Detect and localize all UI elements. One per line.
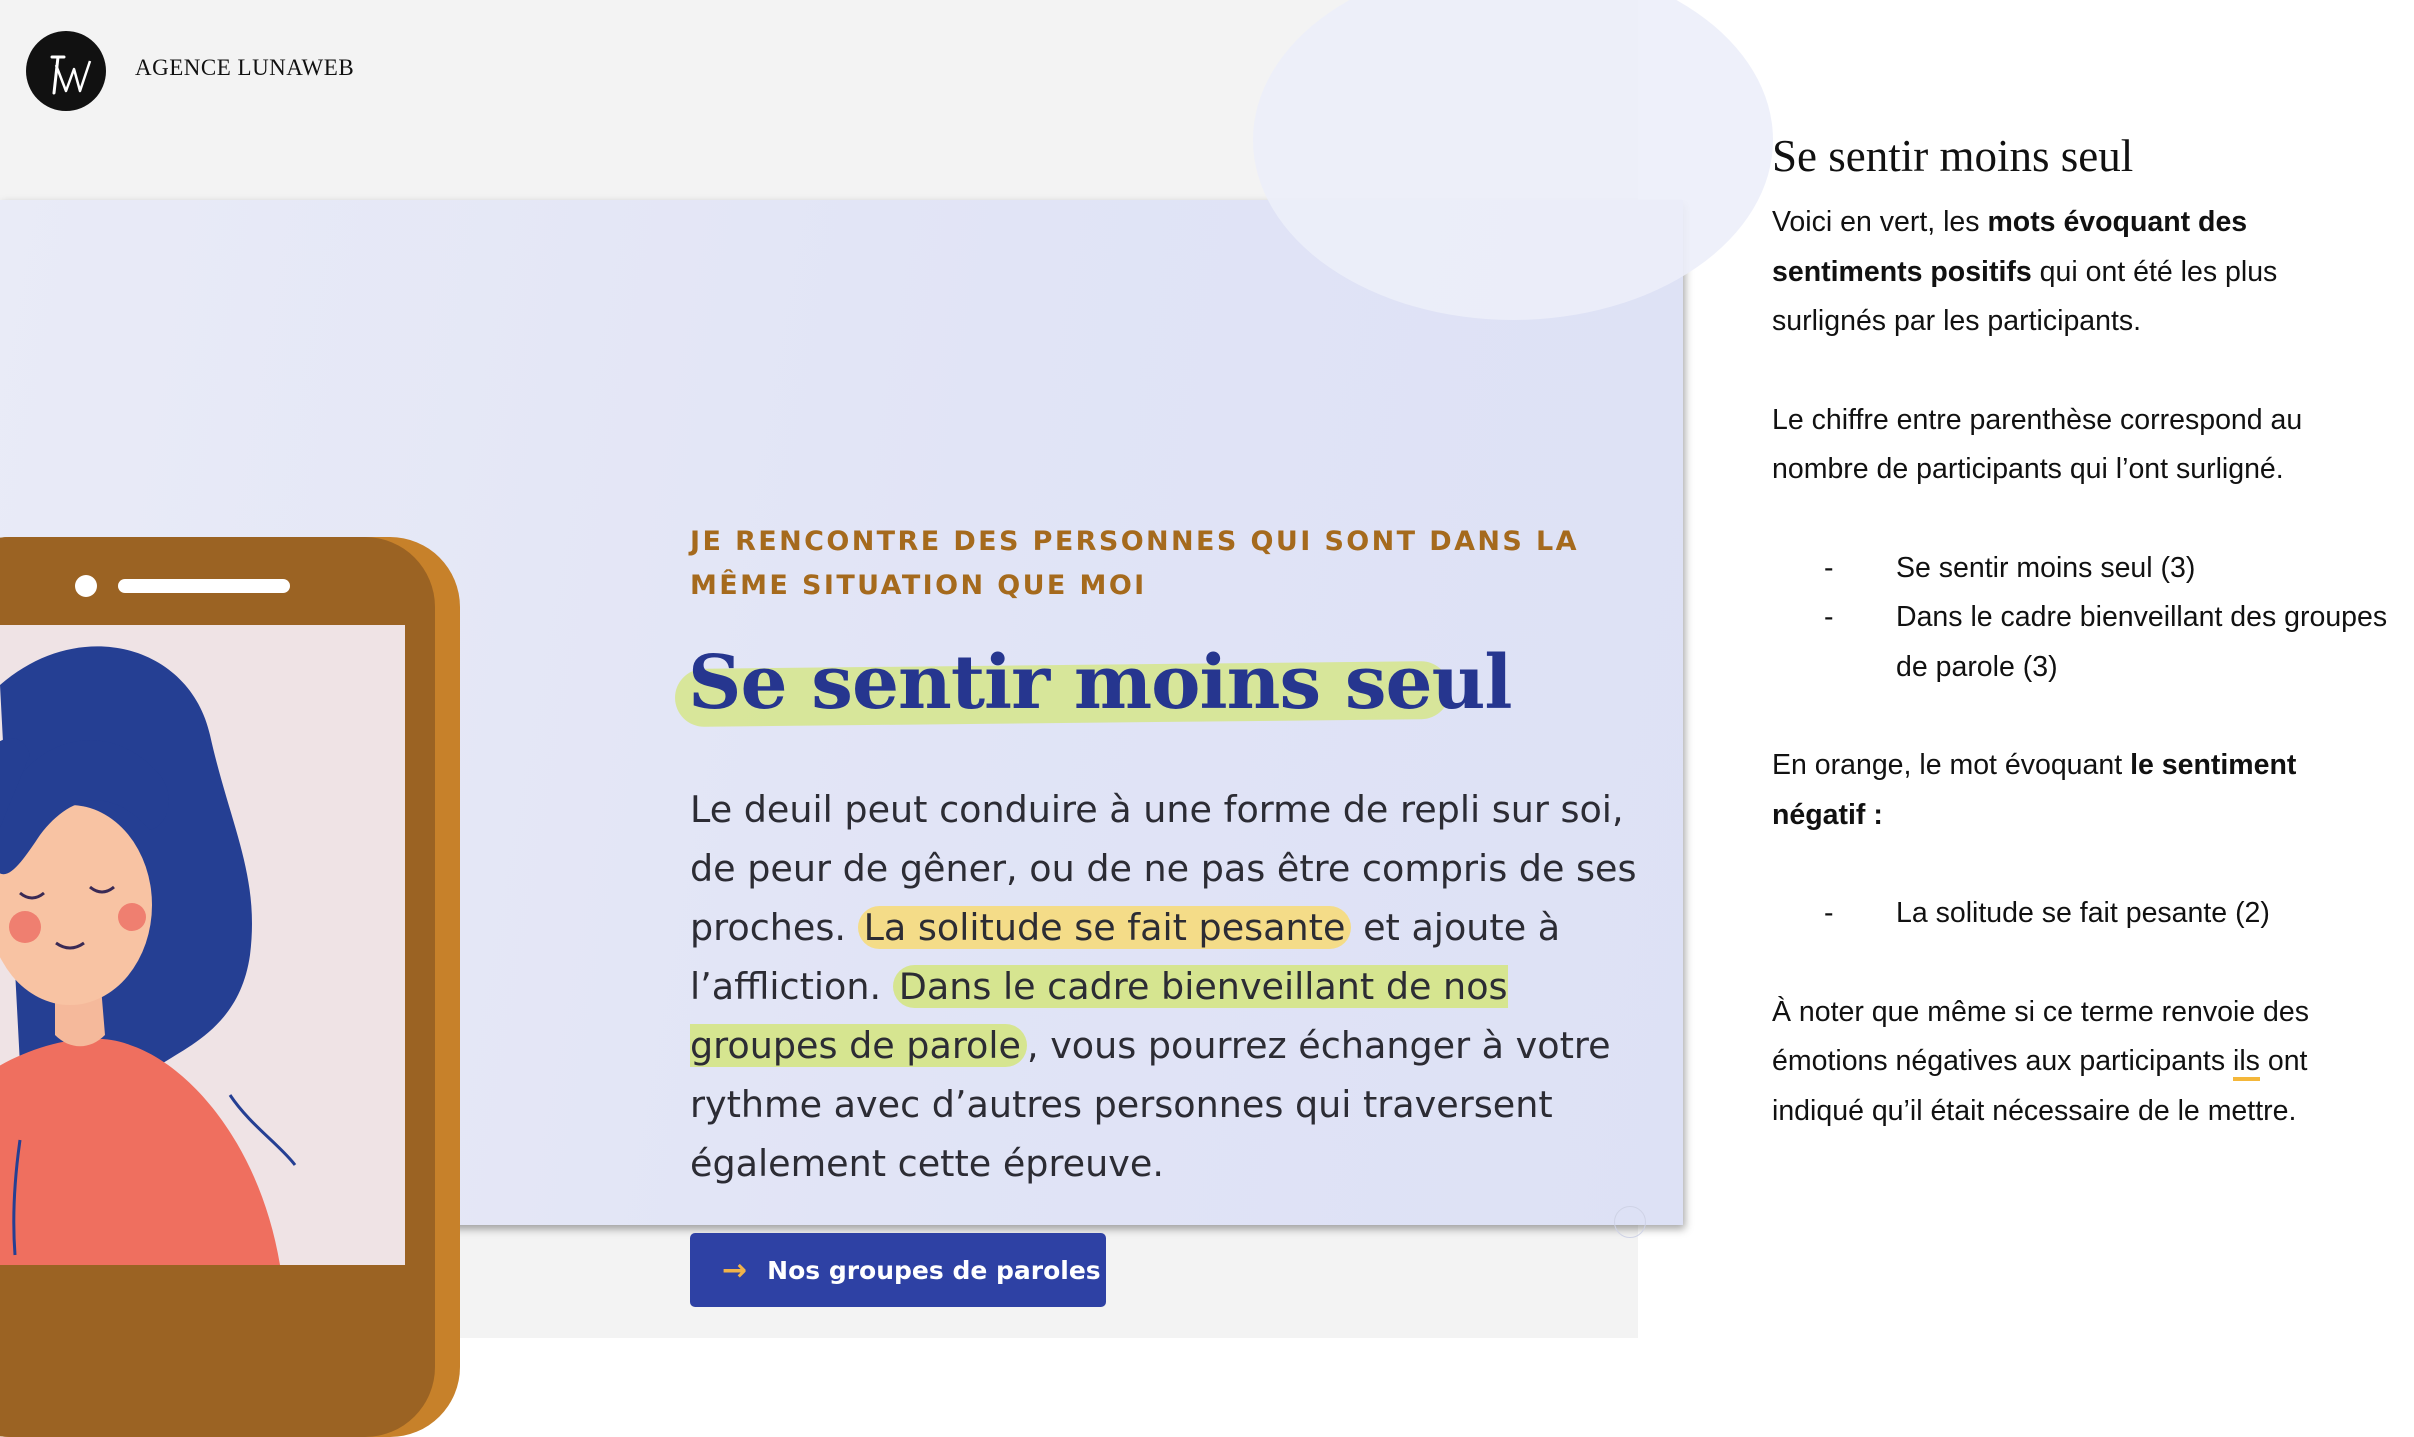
count-note: Le chiffre entre parenthèse correspond au nombre de participants qui l’ont surligné. — [1772, 403, 2303, 485]
cta-label: Nos groupes de paroles — [767, 1255, 1101, 1285]
list-item-text: Se sentir moins seul (3) — [1896, 551, 2196, 584]
phone-camera-dot — [75, 575, 97, 597]
negative-list-item — [1772, 889, 2392, 939]
intro-bold: mots évoquant des sentiments positifs — [1772, 206, 2248, 288]
arrow-right-icon: → — [722, 1252, 748, 1288]
orange-text: En orange, le mot évoquant — [1772, 749, 2131, 781]
positive-list-item — [1772, 593, 2392, 692]
orange-bold: le sentiment négatif : — [1772, 749, 2297, 831]
positive-list-item — [1772, 544, 2392, 594]
scroll-indicator[interactable] — [1614, 1206, 1646, 1238]
logo-monogram-icon — [26, 31, 106, 111]
section-eyebrow: JE RENCONTRE DES PERSONNES QUI SONT DANS LA MÊME SITUATION QUE MOI — [690, 526, 1579, 601]
website-screenshot — [0, 200, 1683, 1288]
list-item-text: La solitude se fait pesante (2) — [1896, 897, 2270, 929]
orange-highlight-text: La solitude se fait pesante — [858, 906, 1352, 949]
agency-name: AGENCE LUNAWEB — [135, 55, 355, 80]
list-item-text: Dans le cadre bienveillant des groupes de parole (3) — [1896, 601, 2388, 683]
paragraph-text-1: Le deuil peut conduire à une forme de repli sur soi, de peur de gêner, ou de ne pas être compris de ses proches. — [690, 788, 1637, 949]
screenshot-title: Se sentir moins seul — [688, 640, 1512, 726]
analysis-title: Se sentir moins seul — [1772, 131, 2134, 181]
phone-screen — [0, 625, 405, 1265]
phone-speaker-bar — [118, 579, 290, 593]
dash: - — [1824, 601, 1834, 633]
orange-paragraph — [1772, 741, 2392, 840]
final-text-end: ont indiqué qu’il était nécessaire de le mettre. — [1772, 1045, 2308, 1127]
groups-cta-button[interactable] — [690, 1233, 1106, 1307]
intro-paragraph — [1772, 198, 2392, 347]
final-text: À noter que même si ce terme renvoie des émotions négatives aux participants — [1772, 995, 2310, 1077]
paragraph-text-2: et ajoute à l’affliction. — [690, 906, 1561, 1008]
woman-illustration-icon — [0, 625, 405, 1265]
underlined-word: ils — [2233, 1045, 2260, 1081]
paragraph-text-3: , vous pourrez échanger à votre rythme avec d’autres personnes qui traversent également cette épreuve. — [690, 1024, 1611, 1185]
final-note — [1772, 988, 2392, 1137]
analysis-column — [1772, 126, 2392, 1136]
green-highlight-text: Dans le cadre bienveillant de nos groupes de parole — [690, 965, 1508, 1067]
decorative-blob — [1253, 0, 1773, 320]
dash: - — [1824, 551, 1834, 584]
intro-text-end: qui ont été les plus surlignés par les participants. — [1772, 255, 2278, 337]
dash: - — [1824, 897, 1834, 929]
agency-logo[interactable] — [26, 31, 106, 111]
intro-text: Voici en vert, les — [1772, 206, 1988, 238]
screenshot-paragraph — [690, 780, 1640, 1193]
